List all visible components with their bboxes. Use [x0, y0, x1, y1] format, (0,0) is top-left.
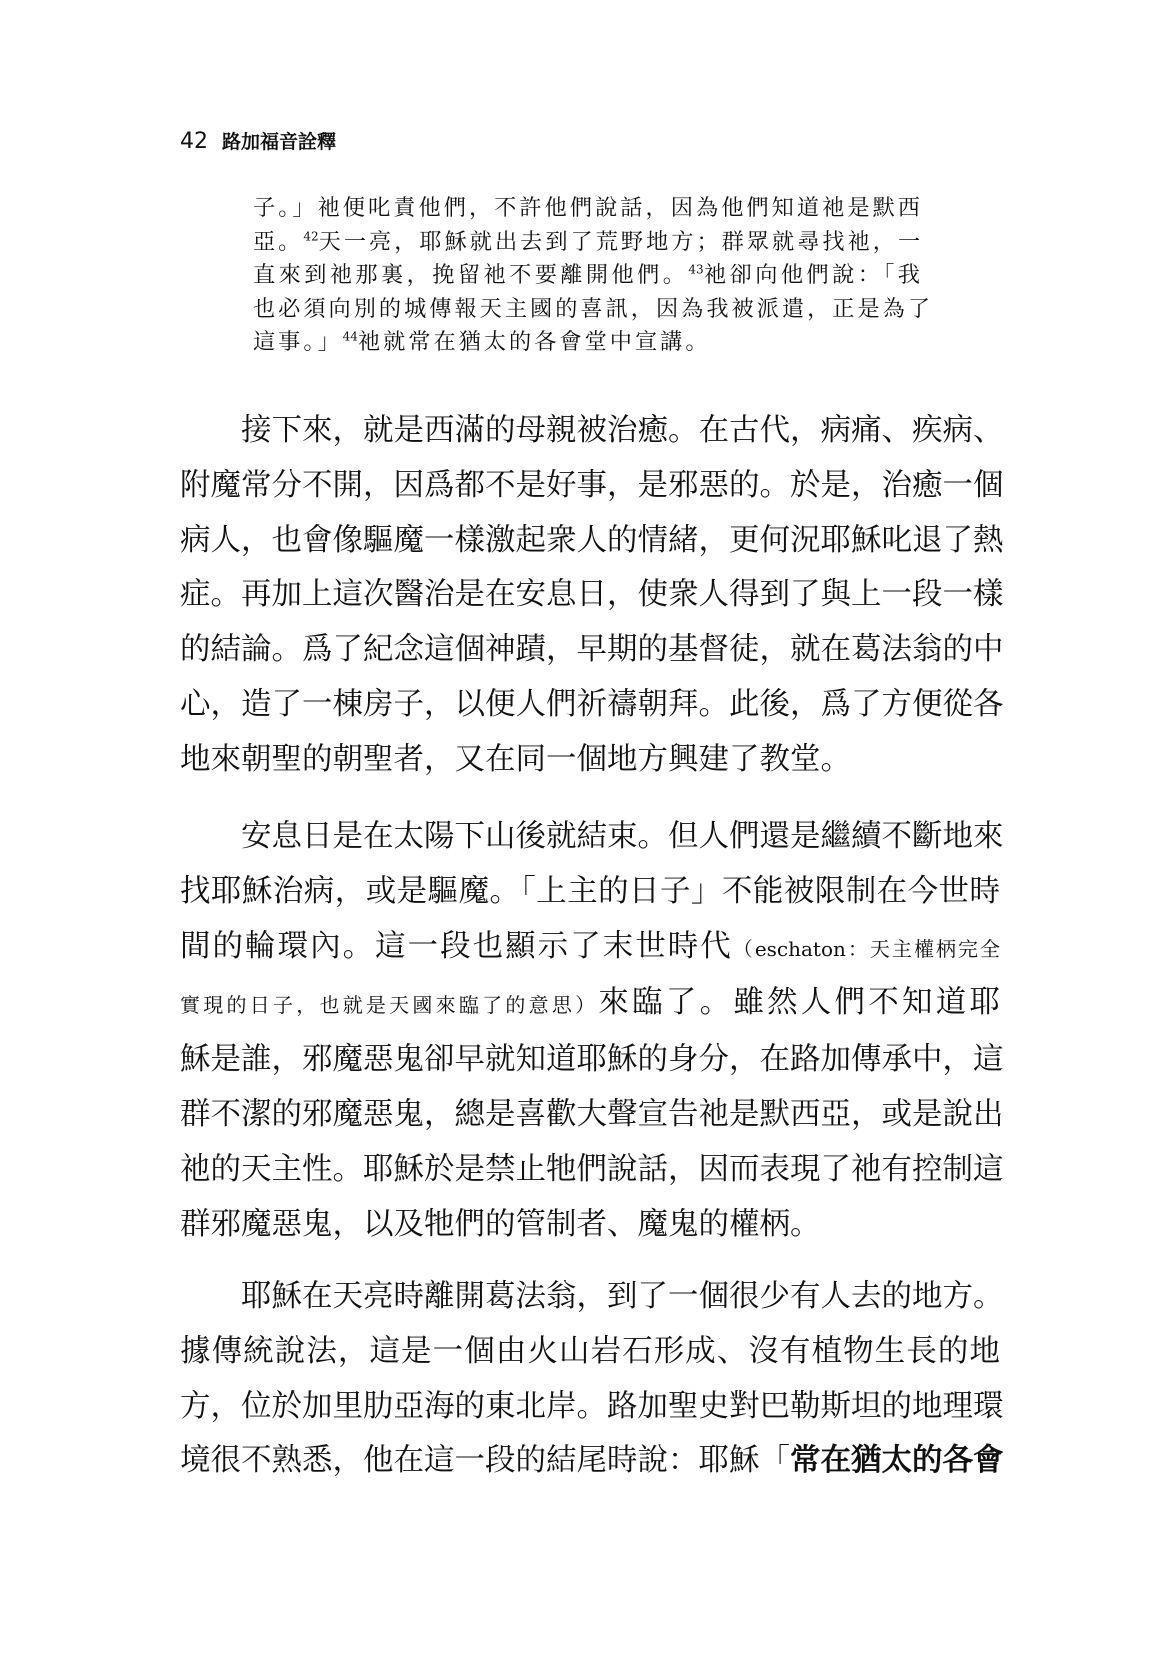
- scripture-text: 天一亮，耶穌就出去到了荒野地方；群眾就尋找祂，一: [318, 228, 924, 255]
- paragraph-line: 群不潔的邪魔惡鬼，總是喜歡大聲宣告祂是默西亞，或是說出: [180, 1096, 1004, 1132]
- scripture-line: [253, 259, 923, 293]
- paragraph-line: 的結論。爲了紀念這個神蹟，早期的基督徒，就在葛法翁的中: [180, 632, 1004, 668]
- bold-quote: 常在猶太的各會: [790, 1443, 1004, 1479]
- scripture-line: 子。」祂便叱責他們，不許他們說話，因為他們知道祂是默西: [253, 195, 923, 221]
- paragraph-line: [180, 1434, 1004, 1489]
- paragraph-line: 祂的天主性。耶穌於是禁止牠們說話，因而表現了祂有控制這: [180, 1151, 1004, 1187]
- paragraph-3: [180, 1270, 1004, 1489]
- page-number: 42: [180, 129, 208, 154]
- scripture-text: 祂卻向他們說：「我: [703, 262, 923, 288]
- scripture-line: [253, 226, 923, 260]
- scripture-text: 祂就常在猶太的各會堂中宣講。: [357, 329, 711, 355]
- paragraph-line: 附魔常分不開，因爲都不是好事，是邪惡的。於是，治癒一個: [180, 467, 1004, 503]
- scripture-quote: [253, 192, 934, 360]
- paragraph-2: [180, 810, 1004, 1252]
- scripture-text: 亞。: [253, 228, 304, 255]
- paragraph-line: [180, 976, 1000, 1033]
- running-title: 路加福音詮釋: [222, 131, 337, 153]
- paragraph-line: 穌是誰，邪魔惡鬼卻早就知道耶穌的身分，在路加傳承中，這: [180, 1042, 1004, 1078]
- paragraph-line: 安息日是在太陽下山後就結束。但人們還是繼續不斷地來: [180, 819, 1004, 854]
- paragraph-line: [180, 920, 1000, 977]
- paragraph-line: 群邪魔惡鬼，以及牠們的管制者、魔鬼的權柄。: [180, 1206, 821, 1242]
- paragraph-line: 耶穌在天亮時離開葛法翁，到了一個很少有人去的地方。: [180, 1279, 1004, 1314]
- paragraph-text: 間的輪環內。這一段也顯示了末世時代: [180, 928, 733, 964]
- paragraph-line: 病人，也會像驅魔一樣激起衆人的情緒，更何況耶穌叱退了熱: [180, 522, 1004, 558]
- paragraph-line: 據傳統說法，這是一個由火山岩石形成、沒有植物生長的地: [180, 1333, 1000, 1369]
- paragraph-line: 地來朝聖的朝聖者，又在同一個地方興建了教堂。: [180, 741, 851, 777]
- verse-number: 42: [303, 229, 319, 244]
- paragraph-text: 來臨了。雖然人們不知道耶: [598, 985, 1001, 1021]
- paragraph-line: 方，位於加里肋亞海的東北岸。路加聖史對巴勒斯坦的地理環: [180, 1388, 1004, 1424]
- scripture-line: 也必須向別的城傳報天主國的喜訊，因為我被派遣，正是為了: [253, 295, 934, 322]
- parenthetical-note: （eschaton：天主權柄完全: [732, 936, 1000, 961]
- paragraph-line: 症。再加上這次醫治是在安息日，使衆人得到了與上一段一樣: [180, 577, 1004, 613]
- verse-number: 44: [342, 329, 358, 344]
- paragraph-line: 接下來，就是西滿的母親被治癒。在古代，病痛、疾病、: [180, 413, 1004, 448]
- verse-number: 43: [688, 262, 704, 277]
- scripture-line: [253, 326, 923, 360]
- scripture-text: 這事。」: [253, 329, 343, 355]
- parenthetical-note: 實現的日子，也就是天國來臨了的意思）: [180, 993, 599, 1018]
- paragraph-text: 境很不熟悉，他在這一段的結尾時說：耶穌「: [180, 1443, 790, 1479]
- running-header: [180, 127, 336, 154]
- scripture-text: 直來到祂那裏，挽留祂不要離開他們。: [253, 262, 689, 288]
- paragraph-1: [180, 404, 1004, 788]
- paragraph-line: 找耶穌治病，或是驅魔。「上主的日子」不能被限制在今世時: [180, 873, 1000, 909]
- paragraph-line: 心，造了一棟房子，以便人們祈禱朝拜。此後，爲了方便從各: [180, 686, 1004, 722]
